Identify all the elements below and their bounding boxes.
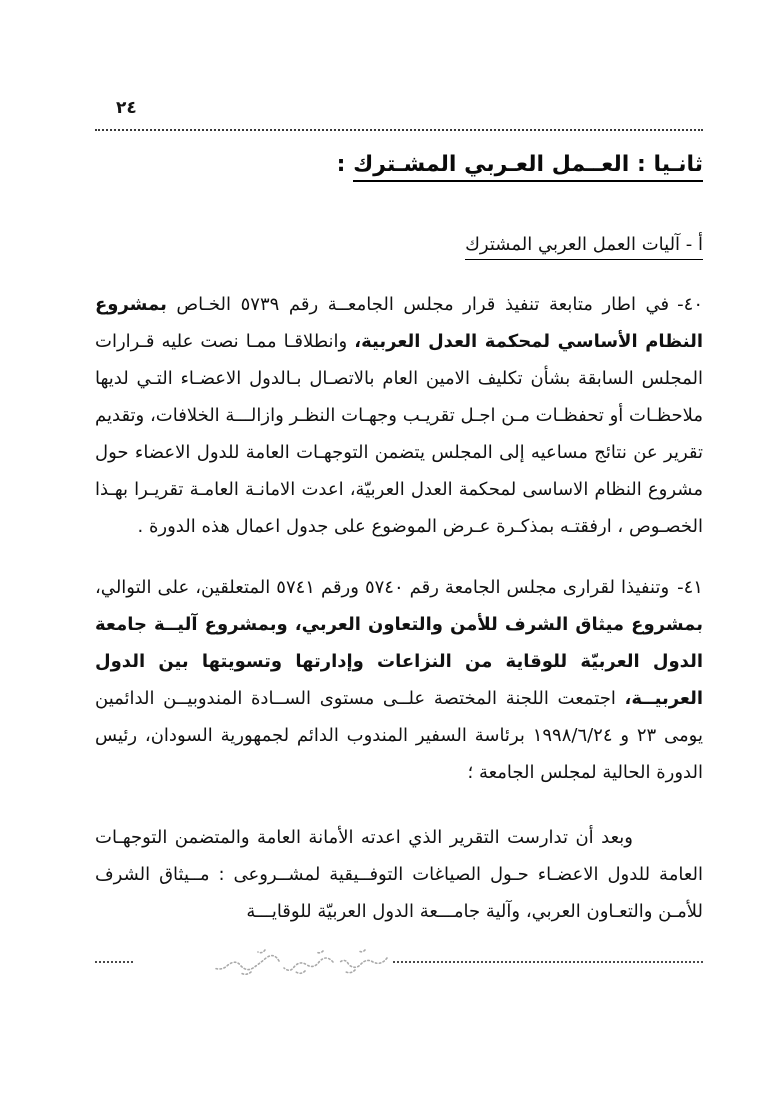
section-title-colon: :: [336, 152, 354, 177]
footer-divider-right-dotted: [393, 961, 703, 963]
paragraph-41-number: ٤١-: [677, 577, 703, 598]
paragraph-40-lead: في اطار متابعة تنفيذ قرار مجلس الجامعــة رقم ٥٧٣٩ الخـاص: [166, 294, 670, 315]
paragraph-41-bold-phrase: بمشروع ميثاق الشرف للأمن والتعاون العربي، وبمشروع آليــة جامعة الدول العربيّة للوقاية من النزاعات وإدارتها وتسويتها بين الدول العربيــة،: [95, 614, 703, 709]
body-text: [95, 286, 703, 930]
paragraph-41-lead: وتنفيذا لقرارى مجلس الجامعة رقم ٥٧٤٠ ورقم ٥٧٤١ المتعلقين، على التوالي،: [95, 577, 670, 598]
paragraph-40-number: ٤٠-: [677, 294, 704, 315]
paragraph-40-bold-phrase: بمشروع النظام الأساسي لمحكمة العدل العربية،: [95, 294, 703, 352]
paragraph-41-rest: اجتمعت اللجنة المختصة علــى مستوى الســادة المندوبيــن الدائمين يومى ٢٣ و ١٩٩٨/٦/٢٤ برئاسة السفير المندوب الدائم لجمهورية السودان، رئيس الدورة الحالية لمجلس الجامعة ؛: [95, 688, 703, 783]
closing-paragraph: [95, 819, 703, 930]
page-number: ٢٤: [116, 98, 137, 118]
subsection-heading-text: أ - آليات العمل العربي المشترك: [465, 234, 703, 260]
section-title-text: ثانـيا : العــمل العـربي المشـترك: [353, 152, 703, 182]
paragraph-40-rest: وانطلاقـا ممـا نصت عليه قـرارات المجلس السابقة بشأن تكليف الامين العام بالاتصـال بـالدول الاعضـاء التـي لديها ملاحظـات أو تحفظـات مـن اجـل تقريـب وجهـات النظـر وازالـــة الخلافات، وتقديم تقرير عن نتائج مساعيه إلى المجلس يتضمن التوجهـات العامة للدول الاعضاء حول مشروع النظام الاساسى لمحكمة العدل العربيّة، اعدت الامانـة العامـة تقريـرا بهـذا الخصـوص ، ارفقتـه بمذكـرة عـرض الموضوع على جدول اعمال هذه الدورة .: [95, 331, 703, 537]
illegible-handwritten-stamp: [205, 944, 395, 978]
paragraph-41: [95, 569, 703, 791]
closing-paragraph-text: وبعد أن تدارست التقرير الذي اعدته الأمانة العامة والمتضمن التوجهـات العامة للدول الاعضـاء حـول الصياغات التوفــيقية لمشــروعى : مــيثاق الشرف للأمـن والتعـاون العربي، وآلية جامـــعة الدول العربيّة للوقايـــة: [95, 827, 703, 922]
section-title: [95, 152, 703, 182]
subsection-heading: [95, 234, 703, 260]
footer-divider-left-dotted: [95, 961, 133, 963]
paragraph-40: [95, 286, 703, 545]
